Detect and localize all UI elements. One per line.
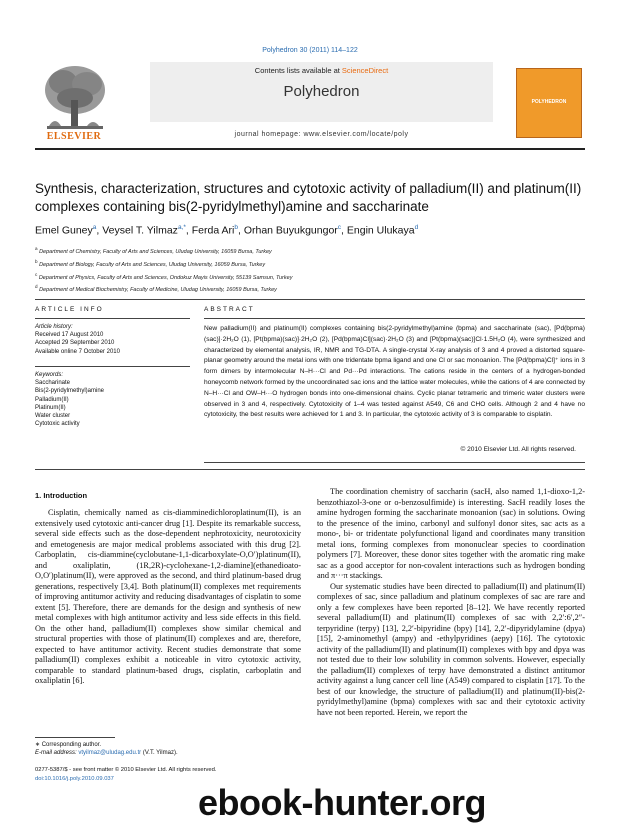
journal-cover xyxy=(516,68,582,138)
affiliation: $^c$ Department of Physics, Faculty of Arts and Sciences, Ondokuz Mayis University, 55139 Samsun, Turkey xyxy=(35,271,293,281)
history-accepted: Accepted 29 September 2010 xyxy=(35,340,115,347)
author-name[interactable]: Veysel T. Yilmaz xyxy=(102,224,178,237)
elsevier-tree-logo xyxy=(35,60,113,140)
cover-title: POLYHEDRON xyxy=(531,99,567,105)
history-online: Available online 7 October 2010 xyxy=(35,348,120,355)
article-history xyxy=(35,323,195,356)
info-rule xyxy=(35,318,190,319)
affiliation: $^d$ Department of Medical Biochemistry, Faculty of Medicine, Uludag University, 16059 Bursa, Turkey xyxy=(35,284,277,294)
body-column-left xyxy=(35,508,301,687)
paragraph: The coordination chemistry of saccharin (sacH, also named 1,1-dioxo-1,2-benzothiazol-3-one or o-benzosulfimide) is interesting. SacH readily loses the amine hydrogen forming the saccharinate monoanion (sac) in solutions. Owing to the presence of the imino, carbonyl and sulfonyl donor sites, sac acts as a mono-, bi- or tridentate polyfunctional ligand and coordinates many transition metal ions, forming complexes from mononuclear species to coordination polymers [7]. Moreover, these donor sites together with the aromatic ring make sac as a good acceptor for non-covalent interactions such as hydrogen bonding and π···π stackings. xyxy=(317,487,585,580)
author-name[interactable]: Engin Ulukaya xyxy=(346,224,415,237)
keyword: Cytotoxic activity xyxy=(35,421,80,428)
author-list: Emel Guney$^a$, Veysel T. Yilmaz$^{a,*}$, Ferda Ari$^b$, Orhan Buyukgungor$^c$, Engin Ulukaya$^d$ xyxy=(35,224,419,237)
journal-header xyxy=(150,62,493,122)
body-column-right xyxy=(317,487,585,718)
author-name[interactable]: Ferda Ari xyxy=(191,224,235,237)
sciencedirect-link[interactable]: ScienceDirect xyxy=(341,66,389,75)
watermark: ebook-hunter.org xyxy=(198,782,486,823)
corresponding-author: ∗ Corresponding author. xyxy=(35,742,102,748)
journal-name: Polyhedron xyxy=(283,83,360,100)
keyword: Water cluster xyxy=(35,413,71,420)
header-rule xyxy=(35,148,585,150)
author-sup: b xyxy=(234,224,238,231)
author-name[interactable]: Orhan Buyukgungor xyxy=(243,224,338,237)
intro-heading: 1. Introduction xyxy=(35,491,88,500)
body-rule xyxy=(35,469,585,470)
keyword: Platinum(II) xyxy=(35,404,66,411)
doi-link[interactable]: doi:10.1016/j.poly.2010.09.037 xyxy=(35,776,114,782)
keyword: Palladium(II) xyxy=(35,396,69,403)
author-sup: a,* xyxy=(177,224,186,231)
author-name[interactable]: Emel Guney xyxy=(35,224,93,237)
paragraph: Our systematic studies have been directed to palladium(II) and platinum(II) complexes of sac, since palladium and platinum complexes of sac are rare and only a few complexes have been reported [8–12]. We have recently reported several palladium(II) and platinum(II) complexes of sac with 2,2′:6′,2″-terpyridine (terpy) [13], 2,2′-bipyridine (bpy) [14], 2,2′-dipyridylamine (dpya) [15], 2-aminomethyl (ampy) and -ethylpyridines (aepy) [16]. The cytotoxic activity of the palladium(II) and platinum(II) complexes with bpy and dpya was not tested due to their low solubility in common solvents. However, especially the palladium(II) complexes of terpy have demonstrated a distinct antitumor activity against a lung cancer cell line (A549) compared to cisplatin [17]. To the best of our knowledge, the structure of palladium(II) and platinum(II)-bis(2-pyridylmethyl)amine (bpma) complexes with sac and their cytotoxic activity have not been reported. Herein, we report the xyxy=(317,581,585,717)
email-footnote xyxy=(35,750,178,756)
author-sup: d xyxy=(414,224,419,231)
publisher-name: ELSEVIER xyxy=(46,131,102,142)
history-received: Received 17 August 2010 xyxy=(35,332,104,339)
abstract-heading: ABSTRACT xyxy=(204,306,255,313)
keyword: Bis(2-pyridylmethyl)amine xyxy=(35,388,105,395)
email-link[interactable]: vtyilmaz@uludag.edu.tr xyxy=(78,750,142,756)
abstract-end-rule xyxy=(204,462,585,463)
affiliation: $^b$ Department of Biology, Faculty of Arts and Sciences, Uludag University, 16059 Bursa, Turkey xyxy=(35,258,266,268)
doi-line xyxy=(35,776,114,782)
contents-line xyxy=(150,66,493,75)
copyright: © 2010 Elsevier Ltd. All rights reserved. xyxy=(460,446,576,453)
abstract-text: New palladium(II) and platinum(II) complexes containing bis(2-pyridylmethyl)amine (bpma) and saccharinate (sac), [Pd(bpma)(sac)]·2H₂O (1), [Pt(bpma)(sac)]·2H₂O (2), [Pd(bpma)Cl](sac)·2H₂O (3) and [Pt(bpma)(sac)]Cl·1.5H₂O (4), were synthesized and characterized by elemental analysis, IR, NMR and TG-DTA. A single-crystal X-ray analysis of 3 and 4 proved a distorted square-planar geometry around the metal ions with one tridentate bpma ligand and one Cl or sac monoanion. The [Pd(bpma)Cl]⁺ ions in 3 form dimers by intermolecular N–H···Cl and Pd···Pd interactions. The cations reside in the centers of a hydrogen-bonded honeycomb network formed by the uncoordinated sac ions and the lattice water molecules, while the cations of 4 are connected by N–H···Cl and OW–H···O hydrogen bonds into one-dimensional chains. Cyclic planar tetrameric and trimeric water clusters were observed in 3 and 4, respectively. Cytotoxicity of 1–4 was tested against A549, C6 and CHO cells. Although 2 and 4 have no cytotoxicity, the best results were achieved for 1 and 3. In particular, the cytotoxic activity of 3 is comparable to cisplatin. xyxy=(204,325,585,419)
journal-reference[interactable]: Polyhedron 30 (2011) 114–122 xyxy=(262,47,358,54)
article-title: Synthesis, characterization, structures and cytotoxic activity of palladium(II) and platinum(II) complexes containing bis(2-pyridylmethyl)amine and saccharinate xyxy=(35,181,582,214)
footnote-rule xyxy=(35,737,115,738)
affiliation: $^a$ Department of Chemistry, Faculty of Arts and Sciences, Uludag University, 16059 Bursa, Turkey xyxy=(35,246,272,255)
paragraph: Cisplatin, chemically named as cis-diamminedichloroplatinum(II), is an extensively used cytotoxic anti-cancer drug [1]. Despite its remarkable success, several side effects such as the dose-dependent nephrotoxicity, neurotoxicity and emetogenesis are major medical problems associated with this drug [2]. Carboplatin, cis-diammine(cyclobutane-1,1-dicarboxylate-O,O′)platinum(II), and oxaliplatin, (1R,2R)-cyclohexane-1,2-diamine](ethanedioato-O,O′)platinum(II), were approved as the second, and third platinum-based drug generations, respectively [3,4]. Both platinum(II) complexes met requirements of improving antitumor activity and reducing disadvantages of cisplatin to some extent [5]. Therefore, there are demands for the design and synthesis of new metal complexes with high antitumor activity and less side effects in this field. On the other hand, palladium(II) complexes show similar chemical and structural properties with those of platinum(II) complexes and are, therefore, expected to have antitumor activity. Recent studies demonstrate that some palladium(II) complexes exhibit a noticeable in vitro cytotoxic activity, comparable to standard platinum-based drugs, cisplatin, carboplatin and oxaliplatin [6]. xyxy=(35,508,301,685)
contents-prefix: Contents lists available at xyxy=(254,66,340,75)
history-rule xyxy=(35,366,190,367)
section-rule xyxy=(35,299,585,300)
author-sup: a xyxy=(92,224,97,231)
journal-homepage[interactable]: journal homepage: www.elsevier.com/locate/poly xyxy=(234,131,409,138)
issn-line: 0277-5387/$ - see front matter © 2010 Elsevier Ltd. All rights reserved. xyxy=(35,767,217,773)
keywords xyxy=(35,371,195,428)
history-label: Article history: xyxy=(35,324,73,330)
author-sup: c xyxy=(337,224,342,231)
keyword: Saccharinate xyxy=(35,380,71,387)
article-info-heading: ARTICLE INFO xyxy=(35,306,104,313)
email-suffix: (V.T. Yilmaz). xyxy=(142,750,178,756)
keywords-label: Keywords: xyxy=(35,372,64,378)
email-label: E-mail address: xyxy=(35,750,77,756)
affiliations xyxy=(35,244,585,295)
abstract-rule xyxy=(204,318,585,319)
